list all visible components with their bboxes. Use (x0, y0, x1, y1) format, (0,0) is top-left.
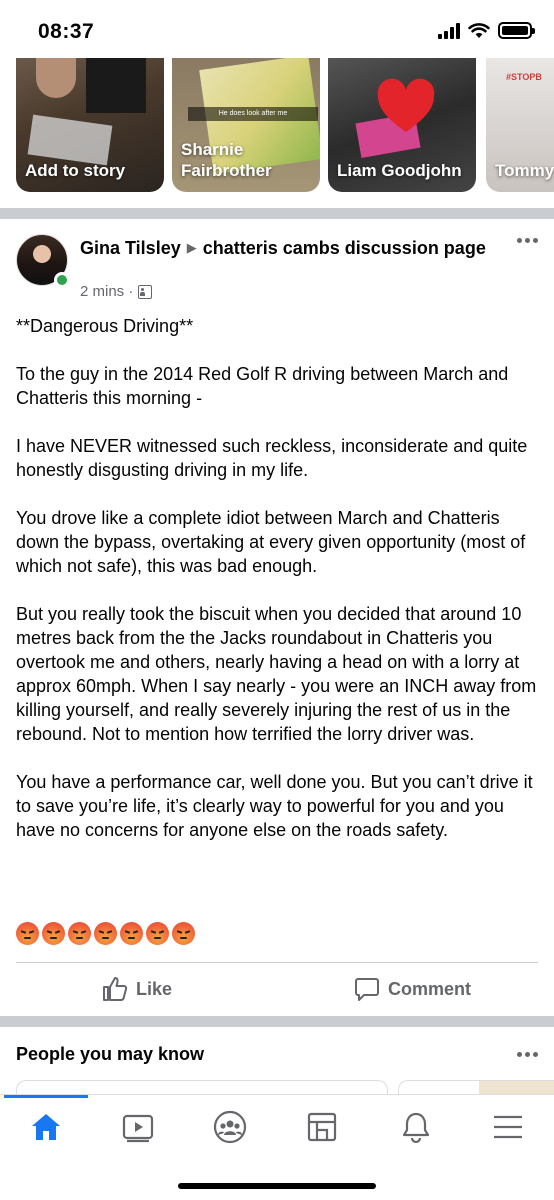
comment-label: Comment (388, 978, 472, 999)
story-label: Tommy (495, 161, 554, 180)
active-tab-indicator (4, 1095, 88, 1098)
story-card[interactable] (172, 58, 320, 192)
notifications-icon (399, 1110, 433, 1144)
nav-home[interactable] (26, 1107, 66, 1147)
signal-icon (438, 23, 460, 39)
nav-groups[interactable] (210, 1107, 250, 1147)
story-card[interactable] (328, 58, 476, 192)
post-action-bar (0, 963, 554, 1015)
comment-icon (354, 976, 380, 1002)
like-button[interactable] (102, 963, 172, 1015)
angry-face-icon (120, 922, 143, 945)
story-caption: He does look after me (188, 107, 318, 121)
post-timestamp[interactable]: 2 mins · (80, 283, 134, 300)
post-paragraph: **Dangerous Driving** (16, 316, 194, 336)
post-paragraph: But you really took the biscuit when you decided that around 10 metres back from the the Jacks roundabout in Chatteris you overtook me and others, nearly having a head on with a lorry at approx 60mph. When I say nearly - you were an INCH away from killing yourself, and really severely injuring the rest of us in the rebound. Not to mention how terrified the lorry driver was. (16, 604, 537, 744)
author-name[interactable]: Gina Tilsley (80, 238, 181, 258)
story-card[interactable] (486, 58, 554, 192)
angry-face-icon (172, 922, 195, 945)
heart-icon (376, 78, 436, 138)
story-label: Liam Goodjohn (337, 161, 462, 180)
pages-icon (305, 1110, 339, 1144)
post-paragraph: You have a performance car, well done you. But you can’t drive it to save you’re life, it’s clearly way to powerful for you and you have no concerns for anyone else on the roads safety. (16, 772, 533, 840)
more-options-icon[interactable] (517, 238, 538, 243)
angry-face-icon (42, 922, 65, 945)
nav-notifications[interactable] (396, 1107, 436, 1147)
post-paragraph: You drove like a complete idiot between March and Chatteris down the bypass, overtaking at every given opportunity (most of which not safe), this was bad enough. (16, 508, 526, 576)
home-icon (29, 1110, 63, 1144)
angry-face-icon (94, 922, 117, 945)
nav-pages[interactable] (302, 1107, 342, 1147)
groups-icon (213, 1110, 247, 1144)
story-label: Sharnie Fairbrother (181, 140, 272, 180)
watch-icon (121, 1110, 155, 1144)
battery-icon (498, 22, 532, 39)
menu-icon (491, 1110, 525, 1144)
section-divider (0, 208, 554, 219)
nav-menu[interactable] (488, 1107, 528, 1147)
triangle-right-icon: ▶ (186, 240, 197, 255)
story-tag: #STOPB (506, 72, 542, 82)
thumbs-up-icon (102, 976, 128, 1002)
angry-face-icon (16, 922, 39, 945)
angry-face-icon (68, 922, 91, 945)
angry-face-icon (146, 922, 169, 945)
post-paragraph: I have NEVER witnessed such reckless, inconsiderate and quite honestly disgusting driving in my life. (16, 436, 528, 480)
post-body (16, 314, 542, 842)
group-name[interactable]: chatteris cambs discussion page (202, 238, 486, 258)
nav-watch[interactable] (118, 1107, 158, 1147)
status-time: 08:37 (38, 20, 95, 43)
online-status-icon (54, 272, 70, 288)
post-paragraph: To the guy in the 2014 Red Golf R driving between March and Chatteris this morning - (16, 364, 509, 408)
more-options-icon[interactable] (517, 1052, 538, 1057)
post-author-line (80, 236, 500, 260)
status-icons (438, 22, 532, 39)
people-you-may-know-title: People you may know (16, 1044, 205, 1064)
post-header (16, 234, 538, 304)
status-bar (0, 0, 554, 60)
story-card-add[interactable] (16, 58, 164, 192)
like-label: Like (136, 978, 173, 999)
section-divider (0, 1016, 554, 1027)
home-indicator[interactable] (178, 1183, 376, 1189)
stories-tray (0, 58, 554, 193)
bottom-nav (0, 1094, 554, 1200)
group-privacy-icon (138, 285, 152, 299)
angry-emoji-row (16, 922, 195, 945)
post-meta (80, 283, 152, 300)
wifi-icon (468, 22, 490, 39)
comment-button[interactable] (354, 963, 471, 1015)
story-label: Add to story (25, 161, 126, 180)
